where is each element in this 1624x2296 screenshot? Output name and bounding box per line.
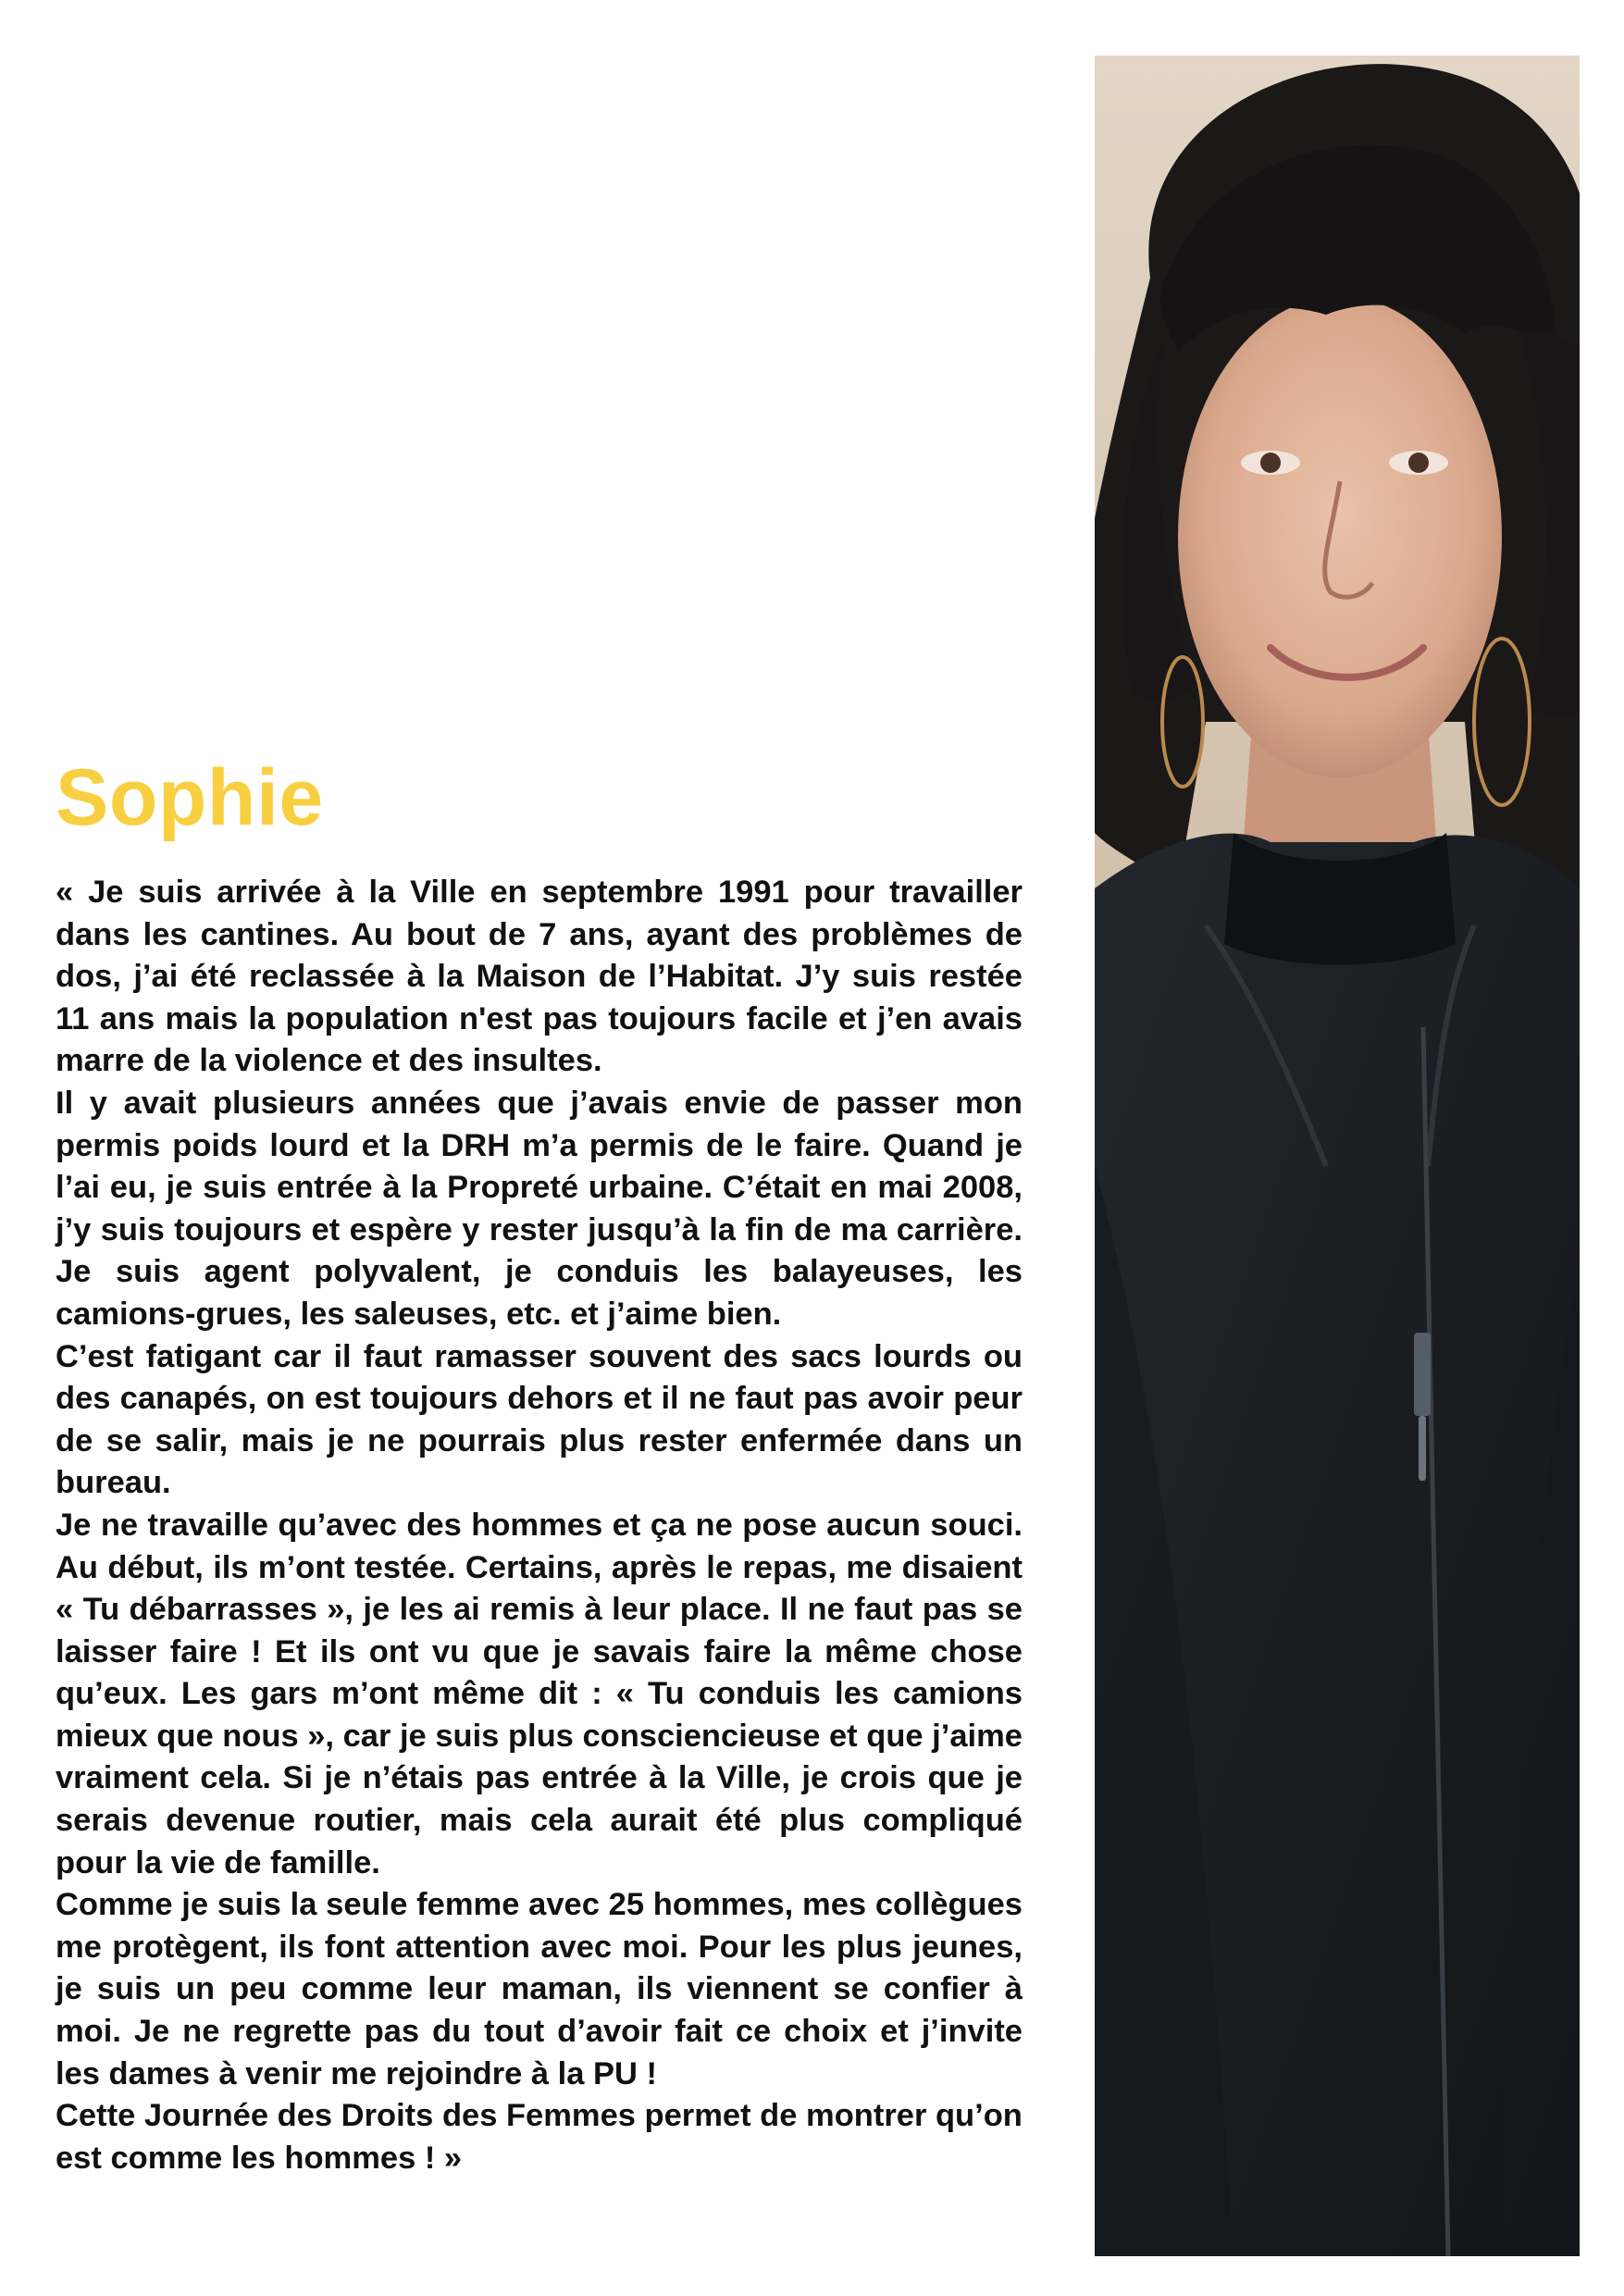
testimony-paragraph-1: « Je suis arrivée à la Ville en septembre 1991 pour travailler dans les cantines. Au bout de 7 ans, ayant des problèmes de dos, j’ai été reclassée à la Maison de l’Habitat. J’y suis restée 11 ans mais la population n'est pas toujours facile et j’en avais marre de la violence et des insultes. bbox=[56, 875, 1023, 1079]
testimony-paragraph-4: Je ne travaille qu’avec des hommes et ça ne pose aucun souci. Au début, ils m’ont testée. Certains, après le repas, me disaient « Tu débarrasses », je les ai remis à leur place. Il ne faut pas se laisser faire ! Et ils ont vu que je savais faire la même chose qu’eux. Les gars m’ont même dit : « Tu conduis les camions mieux que nous », car je suis plus consciencieuse et que j’aime vraiment cela. Si je n’étais pas entrée à la Ville, je crois que je serais devenue routier, mais cela aurait été plus compliqué pour la vie de famille. bbox=[56, 1507, 1023, 1880]
testimony-paragraph-6: Cette Journée des Droits des Femmes permet de montrer qu’on est comme les hommes ! » bbox=[56, 2098, 1023, 2176]
testimony-paragraph-2: Il y avait plusieurs années que j’avais envie de passer mon permis poids lourd et la DRH m’a permis de le faire. Quand je l’ai eu, je suis entrée à la Propreté urbaine. C’était en mai 2008, j’y suis toujours et espère y rester jusqu’à la fin de ma carrière. Je suis agent polyvalent, je conduis les balayeuses, les camions-grues, les saleuses, etc. et j’aime bien. bbox=[56, 1085, 1023, 1332]
portrait-illustration bbox=[1095, 56, 1580, 2256]
testimony-text bbox=[56, 872, 1023, 2179]
person-name-title: Sophie bbox=[56, 753, 324, 842]
testimony-paragraph-5: Comme je suis la seule femme avec 25 hommes, mes collègues me protègent, ils font attention avec moi. Pour les plus jeunes, je suis un peu comme leur maman, ils viennent se confier à moi. Je ne regrette pas du tout d’avoir fait ce choix et j’invite les dames à venir me rejoindre à la PU ! bbox=[56, 1887, 1023, 2091]
testimony-paragraph-3: C’est fatigant car il faut ramasser souvent des sacs lourds ou des canapés, on est toujours dehors et il ne faut pas avoir peur de se salir, mais je ne pourrais plus rester enfermée dans un bureau. bbox=[56, 1338, 1023, 1501]
portrait-photo bbox=[1095, 56, 1580, 2256]
